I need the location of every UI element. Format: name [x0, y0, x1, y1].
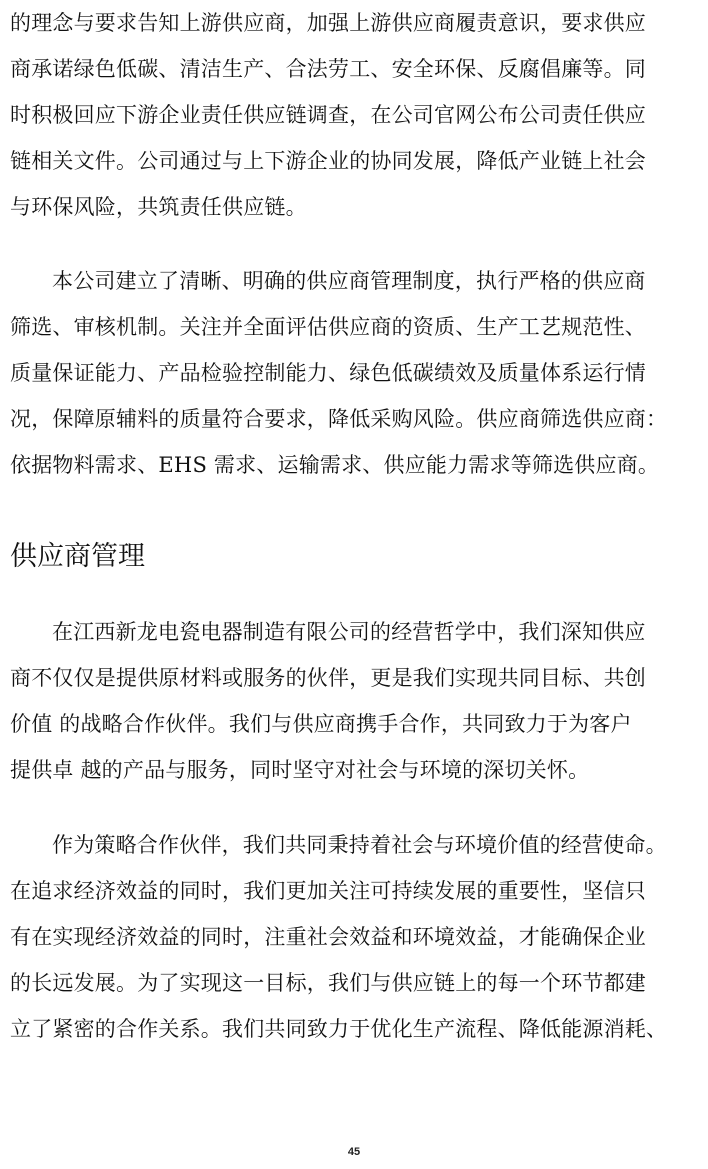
text-line: 商不仅仅是提供原材料或服务的伙伴，更是我们实现共同目标、共创 — [10, 666, 646, 690]
paragraph-supplier-management-system — [10, 258, 700, 488]
text-line: 的理念与要求告知上游供应商，加强上游供应商履责意识，要求供应 — [10, 11, 646, 35]
text-line: 筛选、审核机制。关注并全面评估供应商的资质、生产工艺规范性、 — [10, 315, 646, 339]
text-line: 况，保障原辅料的质量符合要求，降低采购风险。供应商筛选供应商： — [10, 407, 668, 431]
section-heading: 供应商管理 — [10, 541, 145, 572]
text-line: 作为策略合作伙伴，我们共同秉持着社会与环境价值的经营使命。 — [52, 833, 667, 857]
paragraph-supplier-philosophy — [10, 609, 700, 793]
text-line: 在江西新龙电瓷电器制造有限公司的经营哲学中，我们深知供应 — [52, 620, 646, 644]
text-line: 价值 的战略合作伙伴。我们与供应商携手合作，共同致力于为客户 — [10, 712, 632, 736]
text-line: 时积极回应下游企业责任供应链调查，在公司官网公布公司责任供应 — [10, 103, 646, 127]
text-line: 依据物料需求、EHS 需求、运输需求、供应能力需求等筛选供应商。 — [10, 453, 660, 477]
text-line: 质量保证能力、产品检验控制能力、绿色低碳绩效及质量体系运行情 — [10, 361, 646, 385]
paragraph-supply-chain-responsibility — [10, 0, 700, 230]
text-line: 立了紧密的合作关系。我们共同致力于优化生产流程、降低能源消耗、 — [10, 1017, 668, 1041]
text-line: 与环保风险，共筑责任供应链。 — [10, 195, 307, 219]
text-line: 有在实现经济效益的同时，注重社会效益和环境效益，才能确保企业 — [10, 925, 646, 949]
page-number: 45 — [347, 1146, 361, 1158]
text-line: 提供卓 越的产品与服务，同时坚守对社会与环境的深切关怀。 — [10, 758, 590, 782]
text-line: 的长远发展。为了实现这一目标，我们与供应链上的每一个环节都建 — [10, 971, 646, 995]
text-line: 在追求经济效益的同时，我们更加关注可持续发展的重要性，坚信只 — [10, 879, 646, 903]
text-line: 链相关文件。公司通过与上下游企业的协同发展，降低产业链上社会 — [10, 149, 646, 173]
text-line: 本公司建立了清晰、明确的供应商管理制度，执行严格的供应商 — [52, 269, 646, 293]
paragraph-strategic-partnership — [10, 822, 700, 1052]
text-line: 商承诺绿色低碳、清洁生产、合法劳工、安全环保、反腐倡廉等。同 — [10, 57, 646, 81]
